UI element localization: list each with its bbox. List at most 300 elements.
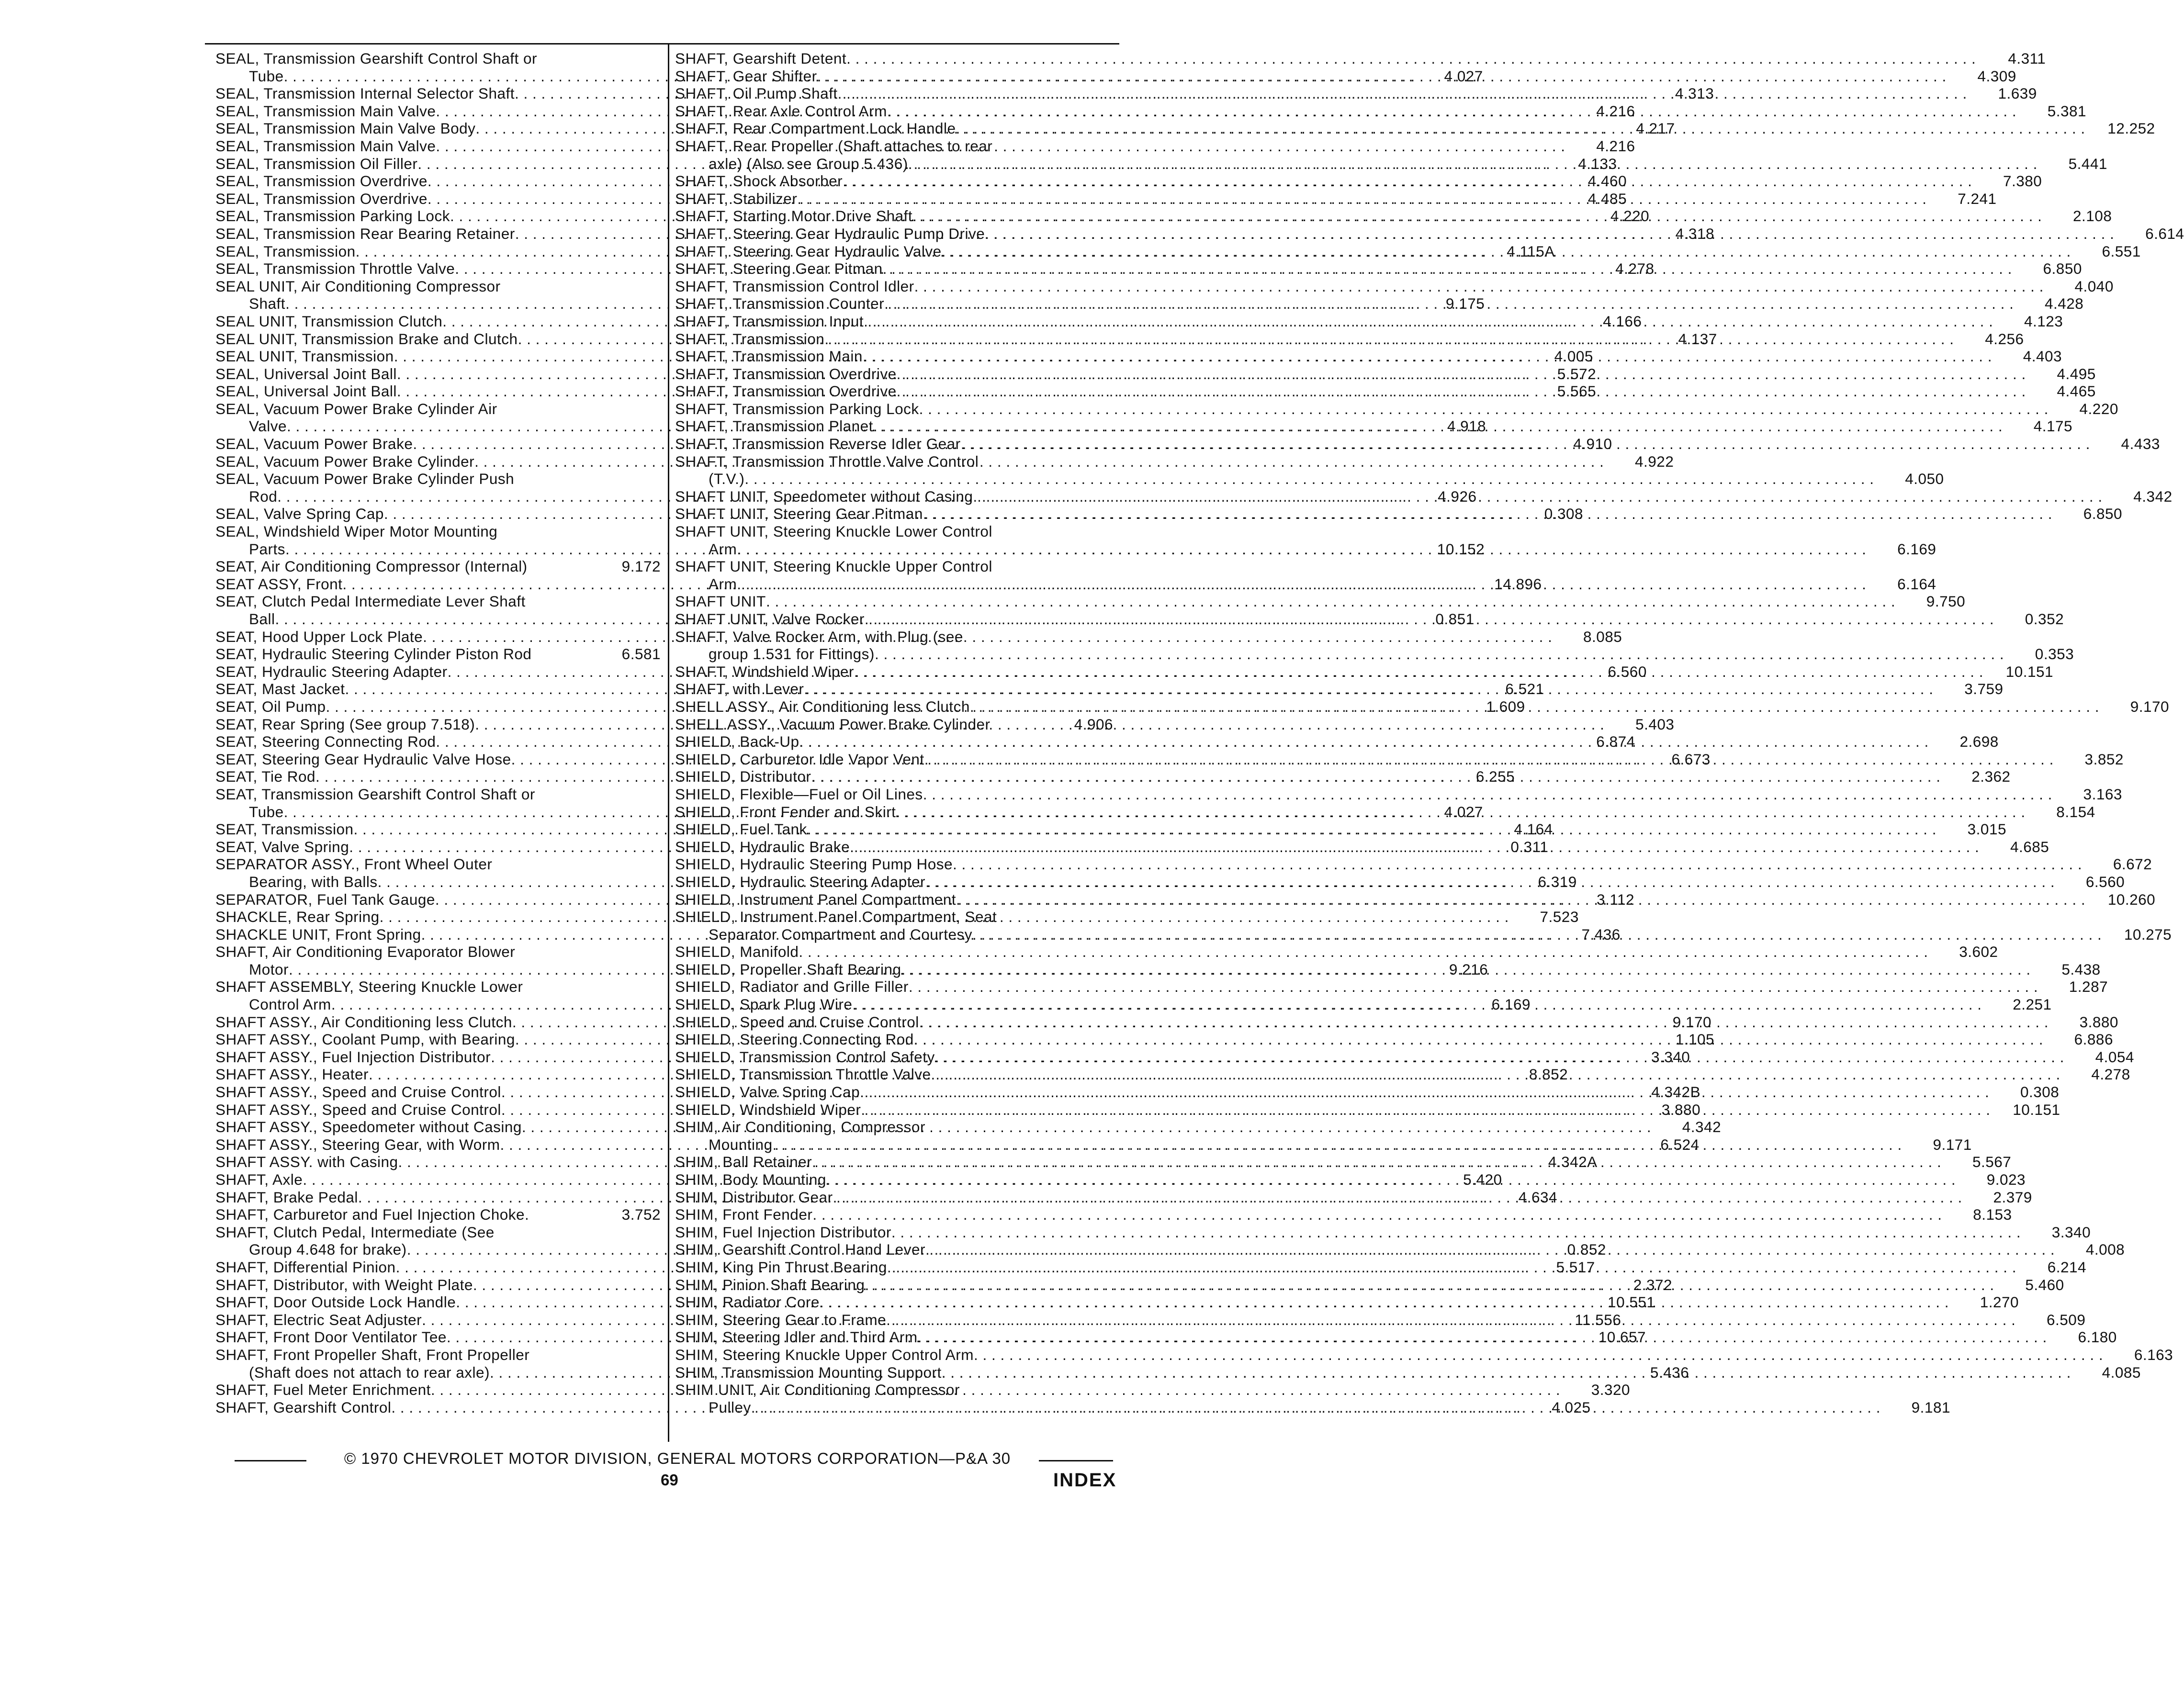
group-number: 4.040 xyxy=(2074,277,2114,295)
entry-label: SHAFT, Transmission xyxy=(675,330,825,348)
group-number: 8.153 xyxy=(1973,1206,2012,1224)
group-number: 8.085 xyxy=(1583,628,1622,645)
group-number: 4.027 xyxy=(1444,803,1483,820)
index-entry xyxy=(675,628,1113,646)
entry-label: Pulley xyxy=(709,1398,751,1416)
entry-label: SEAL, Transmission xyxy=(215,242,356,260)
entry-label: SHAFT, Transmission Control Idler xyxy=(675,277,914,295)
entry-label: SEAL, Universal Joint Ball xyxy=(215,365,397,382)
entry-label: SHIELD, Carburetor Idle Vapor Vent xyxy=(675,750,924,768)
entry-label: SEAT, Tie Rod xyxy=(215,768,316,786)
entry-label: SHIELD, Instrument Panel Compartment xyxy=(675,890,956,908)
entry-label: SHIM UNIT, Air Conditioning Compressor xyxy=(675,1381,960,1399)
group-number: 6.169 xyxy=(1491,996,1531,1013)
group-number: 2.379 xyxy=(1993,1188,2032,1206)
entry-label: Mounting xyxy=(709,1135,773,1153)
dot-leader xyxy=(824,330,1954,348)
index-entry xyxy=(215,470,661,488)
entry-label: SHAFT, Transmission Throttle Valve Control xyxy=(675,452,979,470)
index-entry xyxy=(675,137,1113,155)
group-number: 1.270 xyxy=(1980,1293,2019,1311)
group-number: 4.428 xyxy=(2045,295,2084,313)
entry-label: SEAT, Clutch Pedal Intermediate Lever Shaft xyxy=(215,593,526,610)
group-number: 1.609 xyxy=(1486,697,1525,715)
group-number: 0.308 xyxy=(2020,1083,2060,1101)
entry-label: SHIELD, Speed and Cruise Control xyxy=(675,1013,919,1031)
group-number: 9.216 xyxy=(1449,960,1488,978)
entry-label: SHAFT, Gearshift Detent xyxy=(675,50,847,67)
entry-label: SHAFT, Stabilizer xyxy=(675,190,798,207)
dot-leader xyxy=(884,295,2014,313)
entry-label: SHAFT, Fuel Meter Enrichment xyxy=(215,1381,431,1399)
group-number: 4.005 xyxy=(1554,348,1593,365)
entry-label: SHAFT, Electric Seat Adjuster xyxy=(215,1311,422,1328)
group-number: 1.639 xyxy=(1998,85,2037,102)
entry-label: SHAFT, Air Conditioning Evaporator Blower xyxy=(215,943,516,961)
dot-leader xyxy=(737,540,1866,558)
group-number: 4.311 xyxy=(2008,50,2046,67)
entry-label: SHIELD, Valve Spring Cap xyxy=(675,1083,860,1101)
entry-label: SEAL, Transmission Main Valve Body xyxy=(215,120,476,137)
group-number: 5.420 xyxy=(1463,1171,1502,1188)
group-number: 8.852 xyxy=(1529,1066,1568,1083)
group-number: 11.556 xyxy=(1575,1311,1621,1328)
index-entry-continuation xyxy=(675,470,1944,488)
group-number: 10.657 xyxy=(1598,1328,1646,1346)
group-number: 9.170 xyxy=(2130,697,2170,715)
entry-label: SHIELD, Transmission Throttle Valve xyxy=(675,1066,931,1083)
index-entry xyxy=(215,593,661,610)
entry-label: SHAFT, Carburetor and Fuel Injection Choke. xyxy=(215,1206,529,1224)
index-entry xyxy=(215,400,661,418)
group-number: 4.256 xyxy=(1985,330,2024,348)
entry-label: SEAT, Oil Pump xyxy=(215,697,326,715)
group-number: 5.460 xyxy=(2025,1276,2064,1293)
group-number: 3.752 xyxy=(621,1206,661,1224)
dot-leader xyxy=(897,365,2026,383)
group-number: 6.180 xyxy=(2078,1328,2117,1346)
entry-label: SHAFT, Door Outside Lock Handle xyxy=(215,1293,456,1311)
entry-label: SHIM, Gearshift Control Hand Lever xyxy=(675,1241,925,1258)
entry-label: SHIM, Steering Gear to Frame xyxy=(675,1311,887,1328)
entry-label: SHAFT, Front Propeller Shaft, Front Propeller xyxy=(215,1346,530,1363)
entry-label: SEAL, Valve Spring Cap xyxy=(215,505,384,523)
entry-label: SHIELD, Hydraulic Steering Pump Hose xyxy=(675,855,953,873)
index-entry xyxy=(215,558,661,575)
entry-label: SHIELD, Back-Up xyxy=(675,733,799,751)
group-number: 4.465 xyxy=(2057,382,2096,400)
dot-leader xyxy=(918,1328,2047,1346)
entry-label: SEAT, Rear Spring (See group 7.518) xyxy=(215,715,475,733)
group-number: 9.172 xyxy=(621,558,661,575)
group-number: 4.313 xyxy=(1675,85,1714,102)
dot-leader xyxy=(820,1293,1949,1311)
index-entry xyxy=(675,943,1998,961)
entry-label: SHAFT, Transmission Input xyxy=(675,312,864,330)
entry-label: SHIELD, Flexible—Fuel or Oil Lines xyxy=(675,785,923,803)
index-entry xyxy=(675,785,2122,803)
index-entry xyxy=(215,645,661,663)
entry-label: SHIELD, Propeller Shaft Bearing xyxy=(675,960,901,978)
group-number: 4.166 xyxy=(1603,312,1642,330)
entry-label: SHAFT ASSY., Steering Gear, with Worm xyxy=(215,1135,500,1153)
group-number: 6.850 xyxy=(2043,260,2082,278)
dot-leader xyxy=(935,1048,2064,1066)
group-number: 10.151 xyxy=(2005,663,2054,680)
dot-leader xyxy=(914,1031,2043,1048)
entry-label: SHIELD, Windshield Wiper xyxy=(675,1101,861,1118)
dot-leader xyxy=(843,172,1972,190)
entry-label: SHIM, Body Mounting xyxy=(675,1171,826,1188)
top-rule xyxy=(205,43,1119,45)
entry-label: SHIELD, Steering Connecting Rod xyxy=(675,1031,914,1048)
entry-label: SEAL, Transmission Rear Bearing Retainer xyxy=(215,225,515,242)
entry-label: SHAFT, Transmission Overdrive xyxy=(675,365,897,382)
dot-leader xyxy=(737,575,1866,593)
entry-label: SHIM, Steering Idler and Third Arm xyxy=(675,1328,918,1346)
footer-rule-left xyxy=(235,1460,306,1461)
dot-leader xyxy=(811,768,1940,786)
entry-label: SEAL, Transmission Overdrive xyxy=(215,172,428,190)
index-entry xyxy=(675,558,1113,575)
group-number: 4.137 xyxy=(1678,330,1717,348)
entry-label: Tube xyxy=(249,803,284,820)
group-number: 5.381 xyxy=(2047,102,2087,120)
index-entry xyxy=(215,943,661,961)
index-entry xyxy=(675,593,1966,610)
dot-leader xyxy=(919,1013,2049,1031)
group-number: 4.217 xyxy=(1636,120,1675,137)
group-number: 6.581 xyxy=(621,645,661,663)
entry-label: SHAFT, Transmission Main xyxy=(675,348,863,365)
entry-label: SHAFT ASSEMBLY, Steering Knuckle Lower xyxy=(215,978,523,996)
group-number: 3.602 xyxy=(1959,943,1998,961)
group-number: 3.340 xyxy=(1651,1048,1690,1066)
dot-leader xyxy=(887,1258,2016,1276)
entry-label: SHIELD, Instrument Panel Compartment, Seat xyxy=(675,908,997,926)
group-number: 4.220 xyxy=(2079,400,2118,417)
entry-label: Parts xyxy=(249,540,286,558)
entry-label: SHAFT, with Lever xyxy=(675,680,804,698)
entry-label: SHAFT UNIT, Speedometer without Casing xyxy=(675,487,973,505)
entry-label: SHAFT, Valve Rocker Arm, with Plug (see xyxy=(675,628,963,645)
entry-label: SEAL UNIT, Transmission Clutch xyxy=(215,312,443,330)
entry-label: Valve xyxy=(249,417,287,435)
group-number: 9.170 xyxy=(1672,1013,1712,1031)
entry-label: Bearing, with Balls xyxy=(249,873,378,890)
dot-leader xyxy=(956,120,2085,137)
dot-leader xyxy=(956,891,2085,909)
dot-leader xyxy=(850,838,1979,856)
entry-label: SHELL ASSY., Vacuum Power Brake Cylinder xyxy=(675,715,991,733)
group-number: 4.318 xyxy=(1675,225,1714,242)
entry-label: SEAL, Vacuum Power Brake Cylinder xyxy=(215,452,475,470)
dot-leader xyxy=(985,225,2114,243)
entry-label: SEAL, Universal Joint Ball xyxy=(215,382,397,400)
dot-leader xyxy=(923,505,2052,523)
entry-label: Motor xyxy=(249,960,289,978)
group-number: 4.495 xyxy=(2057,365,2096,382)
group-number: 4.926 xyxy=(1438,487,1477,505)
group-number: 5.438 xyxy=(2061,960,2101,978)
group-number: 4.054 xyxy=(2095,1048,2134,1066)
index-entry xyxy=(675,1206,2012,1224)
entry-label: SHAFT, Shock Absorber xyxy=(675,172,843,190)
entry-label: SHAFT ASSY., Air Conditioning less Clutch xyxy=(215,1013,512,1031)
group-number: 5.565 xyxy=(1557,382,1597,400)
entry-label: SHAFT, Rear Axle Control Arm xyxy=(675,102,887,120)
entry-label: SHIELD, Hydraulic Steering Adapter xyxy=(675,873,925,890)
group-number: 4.216 xyxy=(1596,137,1635,155)
entry-label: Control Arm xyxy=(249,996,331,1013)
group-number: 3.112 xyxy=(1597,890,1635,908)
group-number: 6.164 xyxy=(1897,575,1936,593)
group-number: 4.008 xyxy=(2085,1241,2125,1258)
dot-leader xyxy=(875,645,2004,663)
group-number: 4.460 xyxy=(1587,172,1627,190)
entry-label: SEAL, Windshield Wiper Motor Mounting xyxy=(215,523,498,540)
dot-leader xyxy=(812,1206,1942,1224)
entry-label: SEAL UNIT, Transmission Brake and Clutch xyxy=(215,330,518,348)
index-entry xyxy=(215,1206,661,1224)
dot-leader xyxy=(854,663,1983,681)
group-number: 9.171 xyxy=(1933,1135,1972,1153)
dot-leader xyxy=(953,855,2082,873)
entry-label: SHAFT, Front Door Ventilator Tee xyxy=(215,1328,447,1346)
entry-label: Tube xyxy=(249,67,284,85)
group-number: 0.308 xyxy=(1544,505,1584,523)
entry-label: SEAL, Vacuum Power Brake Cylinder Push xyxy=(215,470,515,488)
group-number: 6.673 xyxy=(1671,750,1711,768)
entry-label: SHAFT, Transmission Counter xyxy=(675,295,885,313)
entry-label: SHAFT ASSY. with Casing xyxy=(215,1153,398,1171)
entry-label: SEAT, Hydraulic Steering Cylinder Piston Rod xyxy=(215,645,532,663)
entry-label: SEPARATOR, Fuel Tank Gauge xyxy=(215,890,435,908)
entry-label: SHIM, Air Conditioning, Compressor xyxy=(675,1118,925,1136)
entry-label: SHAFT ASSY., Coolant Pump, with Bearing xyxy=(215,1031,515,1048)
entry-label: group 1.531 for Fittings) xyxy=(709,645,875,663)
entry-label: SEAL, Transmission Throttle Valve xyxy=(215,260,455,278)
group-number: 4.216 xyxy=(1596,102,1635,120)
entry-label: SEAT, Steering Gear Hydraulic Valve Hose xyxy=(215,750,511,768)
dot-leader xyxy=(924,751,2054,768)
dot-leader xyxy=(846,50,1976,67)
group-number: 12.252 xyxy=(2107,120,2155,137)
group-number: 4.922 xyxy=(1635,452,1674,470)
entry-label: SHACKLE, Rear Spring xyxy=(215,908,380,926)
entry-label: SEAL, Transmission Main Valve xyxy=(215,102,436,120)
group-number: 7.241 xyxy=(1958,190,1997,207)
dot-leader xyxy=(744,470,1874,488)
group-number: 4.342 xyxy=(2133,487,2173,505)
group-number: 0.311 xyxy=(1510,838,1549,855)
index-entry xyxy=(215,278,661,295)
entry-label: SHAFT, Steering Gear Pitman xyxy=(675,260,883,278)
dot-leader xyxy=(864,313,1993,330)
entry-label: Rod xyxy=(249,487,278,505)
entry-label: SHAFT ASSY., Speedometer without Casing xyxy=(215,1118,522,1136)
entry-label: SHIM, Fuel Injection Distributor xyxy=(675,1223,891,1241)
dot-leader xyxy=(817,67,1947,85)
entry-label: SEAT, Air Conditioning Compressor (Internal) xyxy=(215,558,528,575)
dot-leader xyxy=(826,1171,1956,1189)
dot-leader xyxy=(865,1276,1994,1294)
group-number: 3.340 xyxy=(2051,1223,2091,1241)
group-number: 9.023 xyxy=(1986,1171,2026,1188)
index-entry xyxy=(215,50,661,67)
group-number: 3.015 xyxy=(1967,820,2006,838)
group-number: 5.436 xyxy=(1650,1363,1689,1381)
entry-label: SHIELD, Distributor xyxy=(675,768,811,786)
dot-leader xyxy=(807,820,1936,838)
entry-label: SEAT, Valve Spring xyxy=(215,838,349,855)
entry-label: Separator Compartment and Courtesy xyxy=(709,925,973,943)
entry-label: SHAFT, Oil Pump Shaft xyxy=(675,85,838,102)
dot-leader xyxy=(887,102,2016,120)
group-number: 4.906 xyxy=(1074,715,1113,733)
group-number: 4.685 xyxy=(2010,838,2049,855)
entry-label: SHIELD, Radiator and Grille Filler xyxy=(675,978,909,996)
group-number: 4.403 xyxy=(2023,348,2062,365)
index-entry xyxy=(675,1223,2091,1241)
entry-label: SHAFT, Rear Propeller (Shaft attaches to rear xyxy=(675,137,993,155)
dot-leader xyxy=(838,85,1967,102)
group-number: 4.123 xyxy=(2024,312,2063,330)
group-number: 3.852 xyxy=(2084,750,2124,768)
entry-label: SEAL, Transmission Oil Filler xyxy=(215,155,418,172)
entry-label: SHAFT UNIT, Steering Knuckle Lower Control xyxy=(675,523,992,540)
entry-label: SHAFT, Steering Gear Hydraulic Valve xyxy=(675,242,942,260)
group-number: 3.880 xyxy=(2079,1013,2118,1031)
group-number: 4.910 xyxy=(1573,435,1612,453)
entry-label: SHACKLE UNIT, Front Spring xyxy=(215,925,421,943)
group-number: 4.485 xyxy=(1587,190,1627,207)
group-number: 5.441 xyxy=(2068,155,2107,172)
dot-leader xyxy=(773,1136,1902,1154)
group-number: 4.175 xyxy=(2033,417,2073,435)
index-entry xyxy=(215,523,661,540)
dot-leader xyxy=(973,488,2102,506)
dot-leader xyxy=(797,190,1926,208)
entry-label: SEAL, Transmission Parking Lock xyxy=(215,207,450,225)
group-number: 3.880 xyxy=(1661,1101,1701,1118)
entry-label: SHAFT, Rear Compartment Lock Handle xyxy=(675,120,956,137)
entry-label: Group 4.648 for brake) xyxy=(249,1241,407,1258)
group-number: 4.278 xyxy=(2091,1066,2130,1083)
dot-leader xyxy=(751,1399,1880,1416)
group-number: 6.319 xyxy=(1538,873,1577,890)
dot-leader xyxy=(942,243,2071,260)
group-number: 0.352 xyxy=(2025,610,2064,628)
group-number: 0.353 xyxy=(2035,645,2074,663)
entry-label: SEAL, Transmission Overdrive xyxy=(215,190,428,207)
entry-label: SHIM, Ball Retainer xyxy=(675,1153,812,1171)
entry-label: SHAFT ASSY., Speed and Cruise Control xyxy=(215,1083,501,1101)
entry-label: SEAT, Transmission Gearshift Control Shaft or xyxy=(215,785,535,803)
entry-label: SEAL, Transmission Gearshift Control Shaft or xyxy=(215,50,538,67)
dot-leader xyxy=(873,417,2003,435)
entry-label: SEAL, Vacuum Power Brake Cylinder Air xyxy=(215,400,497,417)
index-entry xyxy=(675,1381,1113,1399)
group-number: 4.115A xyxy=(1507,242,1555,260)
entry-label: SEAT, Hood Upper Lock Plate xyxy=(215,628,423,645)
group-number: 5.567 xyxy=(1972,1153,2012,1171)
group-number: 6.524 xyxy=(1660,1135,1700,1153)
index-entry xyxy=(675,978,2108,996)
dot-leader xyxy=(863,348,1992,365)
group-number: 6.551 xyxy=(2102,242,2141,260)
entry-label: (T.V.) xyxy=(709,470,745,488)
entry-label: SHIELD, Front Fender and Skirt xyxy=(675,803,896,820)
index-entry xyxy=(215,1224,661,1241)
entry-label: SHAFT UNIT, Steering Gear Pitman xyxy=(675,505,923,523)
group-number: 4.309 xyxy=(1977,67,2016,85)
index-entry xyxy=(675,277,2114,295)
entry-label: SHIM, Transmission Mounting Support xyxy=(675,1363,942,1381)
group-number: 10.551 xyxy=(1608,1293,1655,1311)
group-number: 4.133 xyxy=(1578,155,1617,172)
entry-label: SHAFT, Windshield Wiper xyxy=(675,663,854,680)
entry-label: SHAFT, Differential Pinion xyxy=(215,1258,396,1276)
group-number: 4.918 xyxy=(1447,417,1486,435)
index-entry xyxy=(675,855,2152,873)
index-entry xyxy=(675,1346,2173,1364)
group-number: 4.433 xyxy=(2121,435,2160,453)
entry-label: SHAFT, Transmission Reverse Idler Gear xyxy=(675,435,961,453)
dot-leader xyxy=(909,978,2038,996)
entry-label: SHAFT, Distributor, with Weight Plate xyxy=(215,1276,473,1293)
group-number: 4.027 xyxy=(1444,67,1483,85)
entry-label: SHAFT, Transmission Parking Lock xyxy=(675,400,919,417)
group-number: 6.850 xyxy=(2083,505,2123,523)
group-number: 6.163 xyxy=(2134,1346,2173,1363)
entry-label: Arm xyxy=(709,575,737,593)
group-number: 6.255 xyxy=(1475,768,1515,786)
dot-leader xyxy=(883,260,2012,278)
group-number: 9.750 xyxy=(1926,593,1966,610)
group-number: 6.169 xyxy=(1897,540,1936,558)
entry-label: SHAFT, Brake Pedal xyxy=(215,1188,358,1206)
entry-label: SEAL, Transmission Internal Selector Shaft xyxy=(215,85,515,102)
group-number: 2.362 xyxy=(1971,768,2011,786)
index-entry xyxy=(215,786,661,803)
dot-leader xyxy=(912,207,2042,225)
group-number: 10.152 xyxy=(1437,540,1485,558)
group-number: 4.278 xyxy=(1615,260,1655,278)
dot-leader xyxy=(931,1066,2060,1083)
group-number: 9.181 xyxy=(1911,1398,1950,1416)
entry-label: SHIELD, Transmission Control Safety xyxy=(675,1048,935,1066)
index-entry xyxy=(675,523,1113,540)
group-number: 2.698 xyxy=(1959,733,1999,751)
page-number: 69 xyxy=(661,1471,678,1489)
entry-label: SEAL UNIT, Air Conditioning Compressor xyxy=(215,277,501,295)
index-entry xyxy=(675,453,1113,471)
dot-leader xyxy=(923,786,2052,803)
entry-label: SHIELD, Spark Plug Wire xyxy=(675,996,853,1013)
entry-label: SEAL, Vacuum Power Brake xyxy=(215,435,413,453)
dot-leader xyxy=(861,1101,1990,1119)
group-number: 3.320 xyxy=(1591,1381,1631,1399)
group-number: 6.886 xyxy=(2074,1031,2113,1048)
group-number: 10.151 xyxy=(2013,1101,2060,1118)
dot-leader xyxy=(891,1224,2021,1241)
dot-leader xyxy=(974,1346,2103,1364)
index-entry xyxy=(675,908,1113,926)
entry-label: Shaft xyxy=(249,295,286,313)
entry-label: SHAFT, Gearshift Control xyxy=(215,1398,392,1416)
entry-label: SHAFT UNIT, Steering Knuckle Upper Control xyxy=(675,558,992,575)
